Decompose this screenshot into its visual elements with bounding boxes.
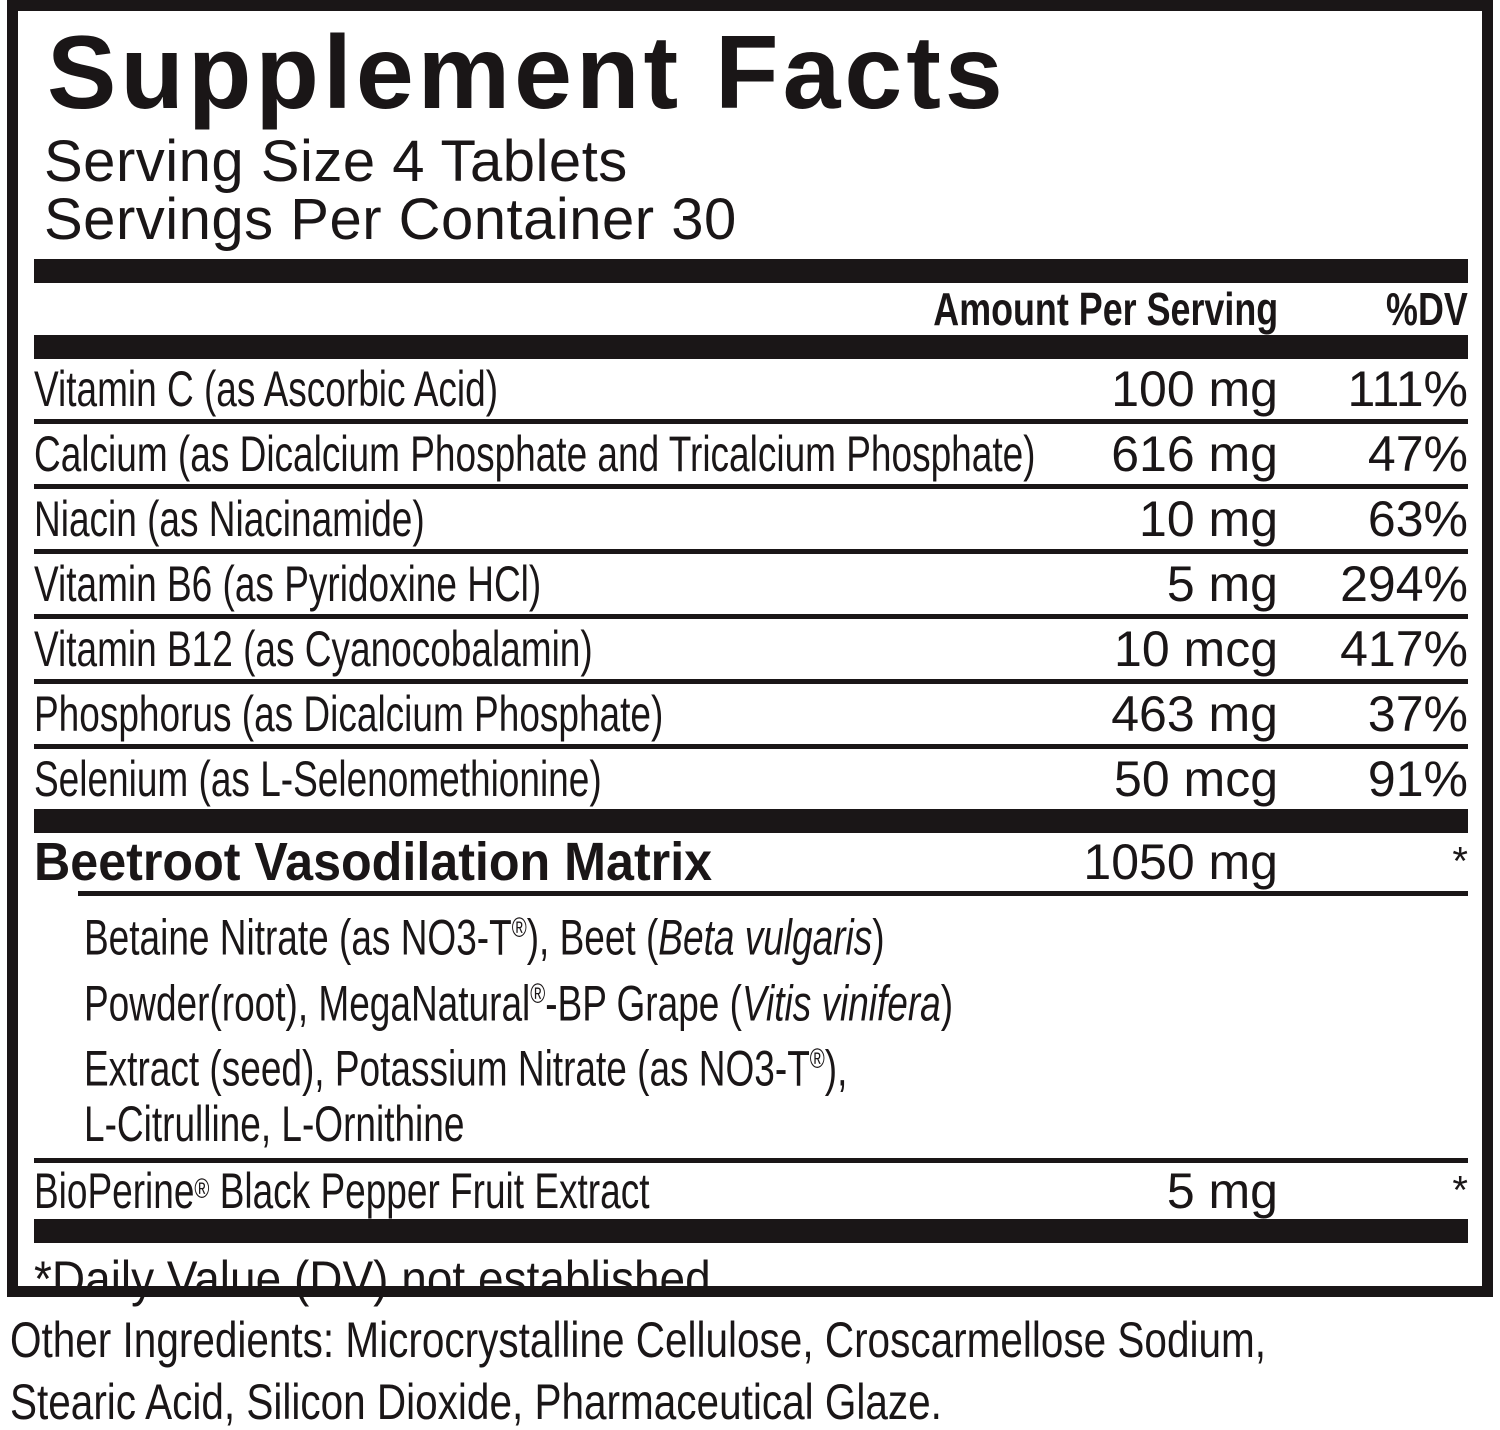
divider-thick-header <box>34 335 1468 359</box>
nutrient-name: Calcium (as Dicalcium Phosphate and Tricalcium Phosphate) <box>34 426 1036 482</box>
bioperine-dv-asterisk: * <box>1452 1168 1468 1213</box>
nutrient-dv: 294% <box>1340 556 1468 612</box>
nutrient-dv: 47% <box>1367 426 1468 482</box>
dv-header: %DV <box>1386 283 1468 335</box>
serving-size-text: Serving Size 4 Tablets <box>44 129 628 194</box>
nutrient-amount: 463 mg <box>1111 686 1278 742</box>
blend-dv-asterisk: * <box>1452 839 1468 884</box>
nutrient-row-niacin <box>34 489 1468 554</box>
nutrient-dv: 63% <box>1367 491 1468 547</box>
column-header-row <box>34 283 1468 335</box>
nutrient-name: Selenium (as L-Selenomethionine) <box>34 751 602 807</box>
nutrient-amount: 100 mg <box>1111 361 1278 417</box>
nutrient-row-selenium <box>34 749 1468 809</box>
nutrient-dv: 37% <box>1367 686 1468 742</box>
nutrient-amount: 10 mg <box>1139 491 1278 547</box>
amount-per-serving-header: Amount Per Serving <box>933 283 1278 335</box>
nutrient-amount: 10 mcg <box>1114 621 1278 677</box>
nutrient-name: Vitamin B12 (as Cyanocobalamin) <box>34 621 593 677</box>
nutrient-row-calcium <box>34 424 1468 489</box>
nutrient-dv: 417% <box>1340 621 1468 677</box>
blend-row <box>34 833 1468 891</box>
divider-thick-footnote <box>34 1219 1468 1243</box>
blend-name: Beetroot Vasodilation Matrix <box>34 832 713 892</box>
nutrient-name: Vitamin C (as Ascorbic Acid) <box>34 361 499 417</box>
divider-thick-top <box>34 259 1468 283</box>
panel-title: Supplement Facts <box>47 15 1007 131</box>
nutrient-row-vitamin-b6 <box>34 554 1468 619</box>
nutrient-name: Vitamin B6 (as Pyridoxine HCl) <box>34 556 542 612</box>
other-ingredients-text: Other Ingredients: Microcrystalline Cellulose, Croscarmellose Sodium, Stearic Acid, Silicon Dioxide, Pharmaceutical Glaze. <box>10 1312 1266 1430</box>
nutrient-amount: 616 mg <box>1111 426 1278 482</box>
footnote-row <box>34 1243 1468 1315</box>
nutrient-row-vitamin-b12 <box>34 619 1468 684</box>
bioperine-amount: 5 mg <box>1166 1162 1278 1219</box>
nutrient-dv: 91% <box>1367 751 1468 807</box>
nutrient-amount: 50 mcg <box>1114 751 1278 807</box>
nutrient-name: Niacin (as Niacinamide) <box>34 491 425 547</box>
supplement-facts-panel <box>7 0 1493 1307</box>
daily-value-footnote: *Daily Value (DV) not established <box>34 1250 711 1307</box>
nutrient-name: Phosphorus (as Dicalcium Phosphate) <box>34 686 664 742</box>
bioperine-row <box>34 1163 1468 1219</box>
nutrient-amount: 5 mg <box>1166 556 1278 612</box>
blend-ingredients: Betaine Nitrate (as NO3-T®), Beet (Beta vulgaris) Powder(root), MegaNatural®-BP Grape (Vitis vinifera) Extract (seed), Potassium Nitrate (as NO3-T®), L-Citrulline, L-Ornithine <box>84 909 954 1152</box>
blend-amount: 1050 mg <box>1083 834 1278 890</box>
servings-per-container-text: Servings Per Container 30 <box>44 187 737 252</box>
bioperine-name: BioPerine® Black Pepper Fruit Extract <box>34 1162 650 1219</box>
nutrient-row-vitamin-c <box>34 359 1468 424</box>
divider-thick-blend <box>34 809 1468 833</box>
nutrient-row-phosphorus <box>34 684 1468 749</box>
nutrient-dv: 111% <box>1347 361 1468 417</box>
